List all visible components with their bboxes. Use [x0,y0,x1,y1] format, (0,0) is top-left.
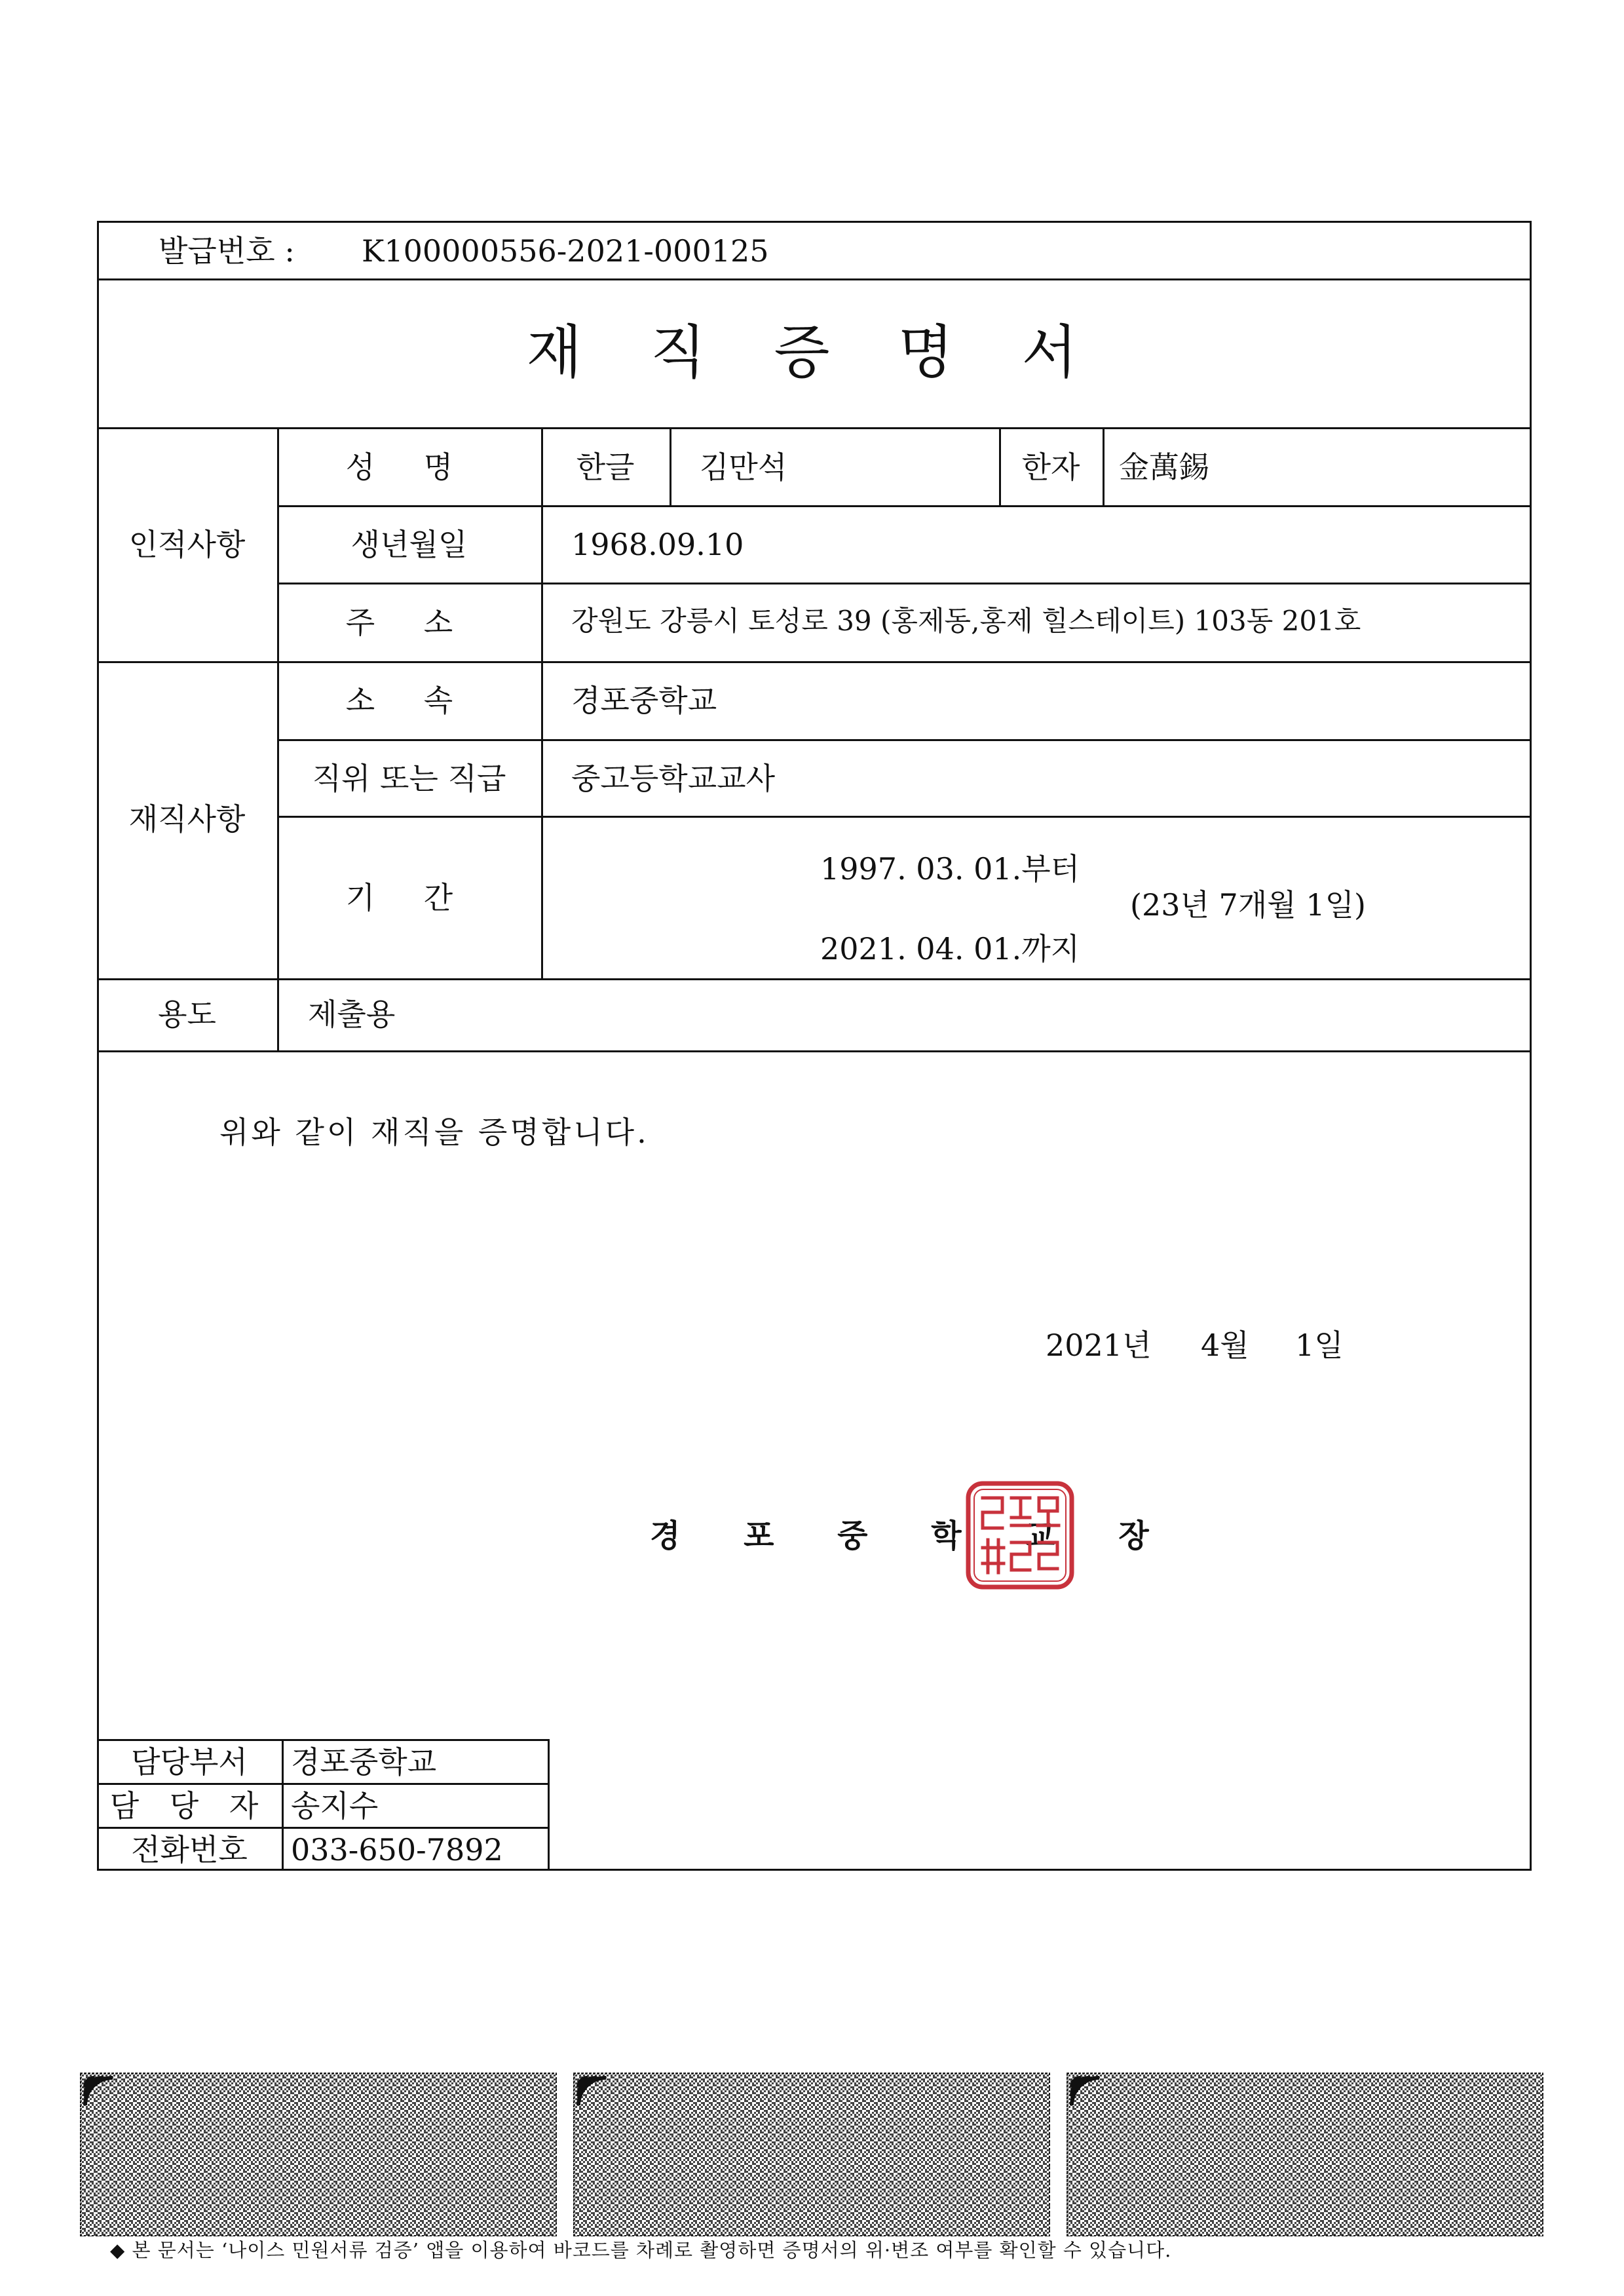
purpose-label: 용도 [158,997,216,1032]
divider [282,1739,284,1871]
contact-box [97,1739,549,1871]
issue-number-label: 발급번호 : [159,233,295,269]
hanja-label: 한자 [1021,450,1080,485]
official-seal-icon [964,1480,1076,1591]
divider [541,427,543,978]
divider [277,816,1532,818]
issue-day: 1일 [1295,1328,1344,1363]
position-label: 직위 또는 직급 [312,761,506,796]
hangul-name: 김만석 [700,450,787,485]
divider [97,278,1532,280]
divider [97,427,1532,429]
verification-barcode [573,2073,1050,2236]
verification-barcode [1067,2073,1543,2236]
divider [277,739,1532,741]
divider [277,505,1532,507]
contact-person-label: 담 당 자 [109,1788,269,1824]
birth-label: 생년월일 [350,527,468,562]
divider [97,978,1532,980]
divider [97,1739,549,1741]
divider [277,583,1532,584]
issue-month: 4월 [1201,1328,1249,1363]
affiliation: 경포중학교 [571,683,717,718]
document-title: 재 직 증 명 서 [526,318,1103,386]
certification-statement: 위와 같이 재직을 증명합니다. [219,1115,649,1150]
contact-phone: 033-650-7892 [291,1832,503,1867]
hangul-label: 한글 [576,450,635,485]
hanja-name: 金萬錫 [1119,450,1209,485]
contact-person: 송지수 [291,1788,379,1824]
divider [1103,427,1105,505]
footer-verification-note: ◆ 본 문서는 ‘나이스 민원서류 검증’ 앱을 이용하여 바코드를 차례로 촬영하면 증명서의 위·변조 여부를 확인할 수 있습니다. [110,2239,1172,2261]
contact-phone-label: 전화번호 [131,1832,248,1867]
issue-year: 2021년 [1046,1328,1152,1363]
employment-section-label: 재직사항 [128,801,246,837]
divider [548,1739,550,1871]
period-to: 2021. 04. 01.까지 [820,931,1080,966]
affiliation-label: 소 속 [345,683,473,718]
contact-dept: 경포중학교 [291,1744,437,1780]
verification-barcode [80,2073,557,2236]
issuer-name: 경 포 중 학 교 장 [650,1518,1175,1554]
divider [670,427,671,505]
address: 강원도 강릉시 토성로 39 (홍제동,홍제 힐스테이트) 103동 201호 [571,605,1361,637]
name-label: 성 명 [345,450,473,485]
position: 중고등학교교사 [571,761,776,796]
divider [277,427,279,1050]
period-from: 1997. 03. 01.부터 [820,851,1080,887]
period-total: (23년 7개월 1일) [1130,887,1366,923]
address-label: 주 소 [345,605,473,640]
period-label: 기 간 [345,880,473,915]
issue-number: K100000556-2021-000125 [362,233,769,269]
divider [97,1783,549,1785]
divider [97,1827,549,1829]
birth-date: 1968.09.10 [571,527,744,562]
purpose-value: 제출용 [308,997,396,1032]
divider [97,661,1532,663]
contact-dept-label: 담당부서 [131,1744,248,1780]
divider [97,1050,1532,1052]
personal-section-label: 인적사항 [128,527,246,562]
